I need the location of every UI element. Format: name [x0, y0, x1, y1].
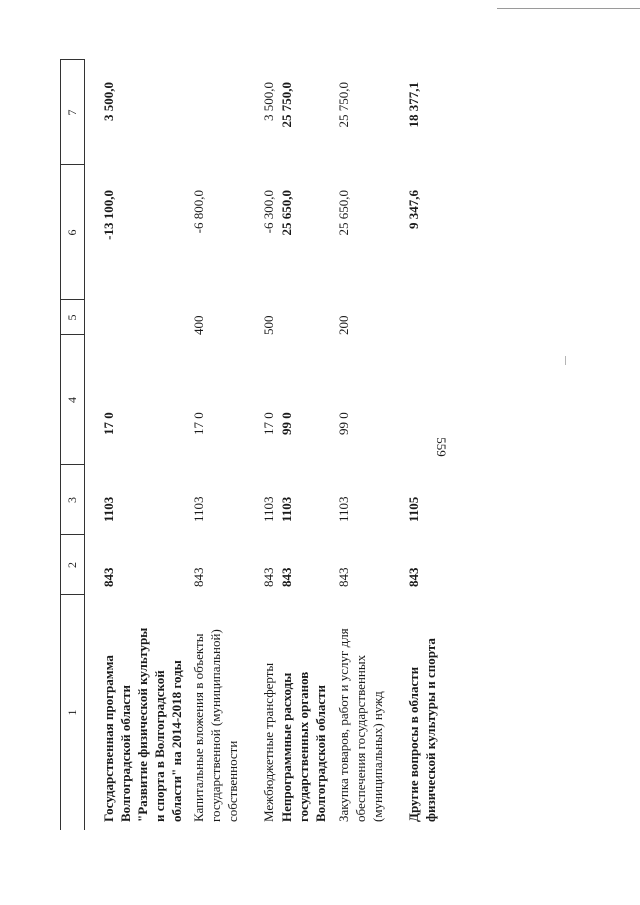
cell-c4: 17 0: [261, 412, 276, 435]
row-name-line: Государственная программа: [101, 655, 116, 822]
scan-edge-line: [497, 8, 640, 9]
row-name-line: обеспечения государственных: [353, 654, 368, 822]
row-name-line: Закупка товаров, работ и услуг для: [336, 628, 351, 822]
budget-table: [60, 10, 500, 830]
cell-c3: 1103: [101, 496, 116, 522]
cell-c7: 18 377,1: [406, 82, 421, 128]
column-header-6: 6: [65, 229, 79, 236]
row-name-line: Межбюджетные трансферты: [261, 662, 276, 822]
table-top-border: [60, 60, 61, 830]
row-name: [405, 582, 439, 822]
row-name-line: (муниципальных) нужд: [370, 691, 385, 822]
row-name-line: Другие вопросы в области: [406, 666, 421, 822]
column-header-3: 3: [65, 497, 79, 503]
row-name-line: и спорта в Волгоградской: [152, 670, 167, 822]
cell-c6: 9 347,6: [406, 190, 421, 229]
row-name-line: Непрограммные расходы: [279, 672, 294, 822]
cell-c7: 25 750,0: [336, 82, 351, 128]
row-name-line: государственных органов: [296, 671, 311, 822]
cell-c2: 843: [336, 567, 351, 587]
row-name-line: Капитальные вложения в объекты: [191, 633, 206, 822]
column-header-2: 2: [65, 562, 79, 568]
cell-c5: 400: [191, 315, 206, 335]
cell-c5: 200: [336, 315, 351, 335]
row-name-line: собственности: [225, 740, 240, 822]
column-header-5: 5: [65, 314, 79, 321]
cell-c3: 1103: [191, 496, 206, 522]
cell-c7: 3 500,0: [101, 82, 116, 121]
cell-c2: 843: [191, 567, 206, 587]
cell-c5: 500: [261, 315, 276, 335]
row-name-line: Волгоградской области: [118, 684, 133, 822]
row-name-line: области" на 2014-2018 годы: [169, 660, 184, 822]
cell-c3: 1103: [279, 496, 294, 522]
cell-c4: 17 0: [191, 412, 206, 435]
column-header-1: 1: [65, 709, 79, 716]
row-name-line: государственной (муниципальной): [208, 629, 223, 822]
cell-c2: 843: [279, 567, 294, 587]
cell-c6: -6 300,0: [261, 190, 276, 234]
cell-c3: 1103: [261, 496, 276, 522]
cell-c7: 25 750,0: [279, 82, 294, 128]
cell-c7: 3 500,0: [261, 82, 276, 121]
cell-c4: 17 0: [101, 412, 116, 435]
cell-c6: -6 800,0: [191, 190, 206, 234]
row-name: [335, 582, 386, 822]
scan-artifact: [565, 356, 566, 365]
row-name-line: физической культуры и спорта: [423, 638, 438, 822]
cell-c3: 1103: [336, 496, 351, 522]
cell-c6: 25 650,0: [336, 190, 351, 236]
cell-c2: 843: [101, 567, 116, 587]
cell-c6: -13 100,0: [101, 190, 116, 240]
table-header-border: [84, 60, 85, 830]
column-header-4: 4: [65, 397, 79, 403]
column-header-7: 7: [65, 109, 79, 116]
row-name: [190, 582, 241, 822]
page-number: 559: [434, 437, 449, 457]
cell-c6: 25 650,0: [279, 190, 294, 236]
cell-c4: 99 0: [279, 412, 294, 435]
cell-c2: 843: [261, 567, 276, 587]
cell-c4: 99 0: [336, 412, 351, 435]
row-name-line: Волгоградской области: [313, 684, 328, 822]
row-name: [260, 582, 277, 822]
row-name: [278, 582, 329, 822]
cell-c2: 843: [406, 567, 421, 587]
cell-c3: 1105: [406, 496, 421, 522]
row-name-line: "Развитие физической культуры: [135, 627, 150, 822]
row-name: [100, 582, 185, 822]
